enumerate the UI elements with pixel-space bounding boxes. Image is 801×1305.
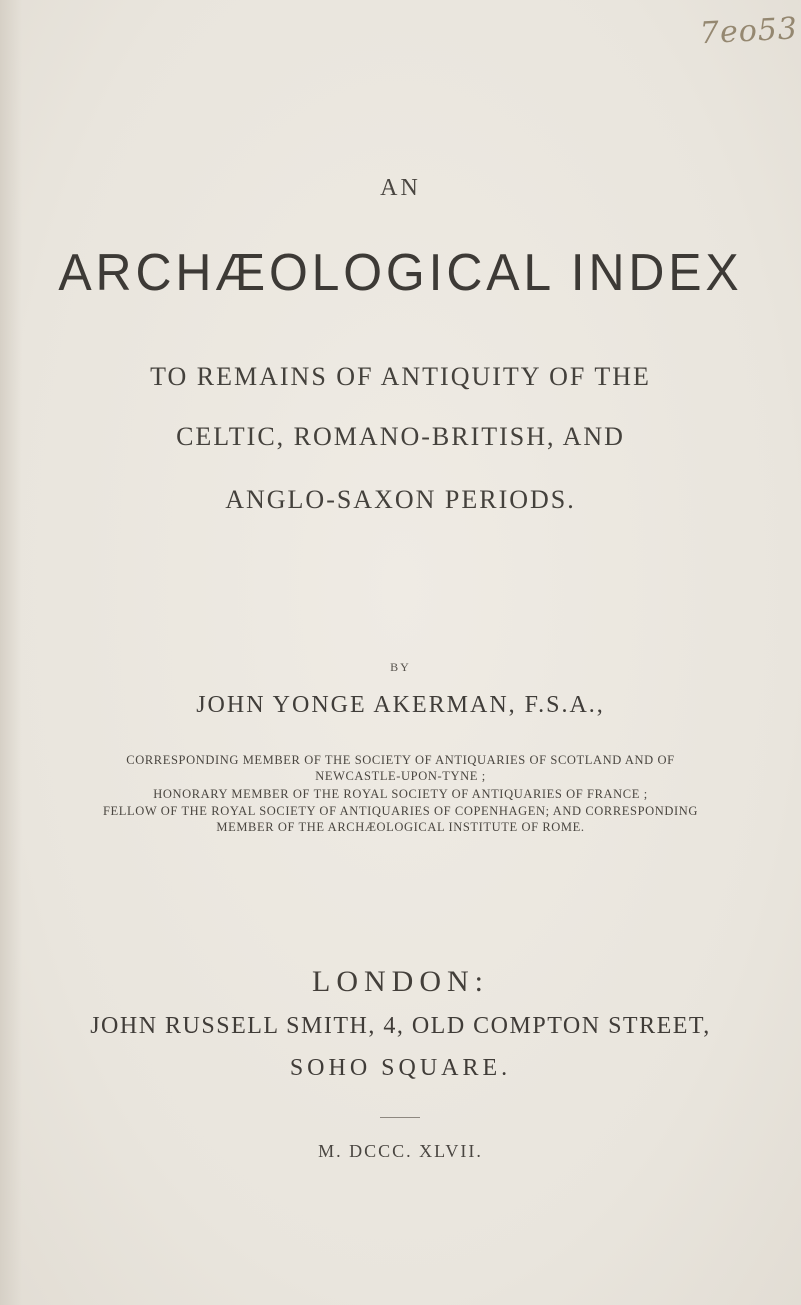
imprint-place: SOHO SQUARE. (289, 1055, 512, 1081)
author-name: JOHN YONGE AKERMAN, F.S.A., (196, 692, 605, 718)
main-title: ARCHÆOLOGICAL INDEX (58, 244, 743, 302)
subtitle-line-3: ANGLO-SAXON PERIODS. (225, 485, 576, 514)
subtitle-line-1: TO REMAINS OF ANTIQUITY OF THE (150, 362, 651, 391)
credential-line-1: CORRESPONDING MEMBER OF THE SOCIETY OF ANTIQUARIES OF SCOTLAND AND OF (126, 753, 675, 767)
credential-line-3: HONORARY MEMBER OF THE ROYAL SOCIETY OF ANTIQUARIES OF FRANCE ; (153, 787, 648, 801)
imprint-publisher: JOHN RUSSELL SMITH, 4, OLD COMPTON STREET, (90, 1013, 711, 1039)
credential-line-4: FELLOW OF THE ROYAL SOCIETY OF ANTIQUARIES OF COPENHAGEN; AND CORRESPONDING (102, 804, 699, 818)
credential-line-5: MEMBER OF THE ARCHÆOLOGICAL INSTITUTE OF ROME. (216, 820, 585, 834)
imprint-date: M. DCCC. XLVII. (318, 1141, 483, 1161)
credential-line-2: NEWCASTLE-UPON-TYNE ; (315, 769, 486, 783)
divider-rule (380, 1117, 420, 1118)
title-prefix: AN (380, 175, 421, 201)
subtitle-line-2: CELTIC, ROMANO-BRITISH, AND (176, 422, 625, 451)
handwritten-shelfmark: 7eo53 (699, 11, 799, 52)
imprint-city: LONDON: (312, 965, 489, 998)
by-label: BY (390, 660, 411, 674)
